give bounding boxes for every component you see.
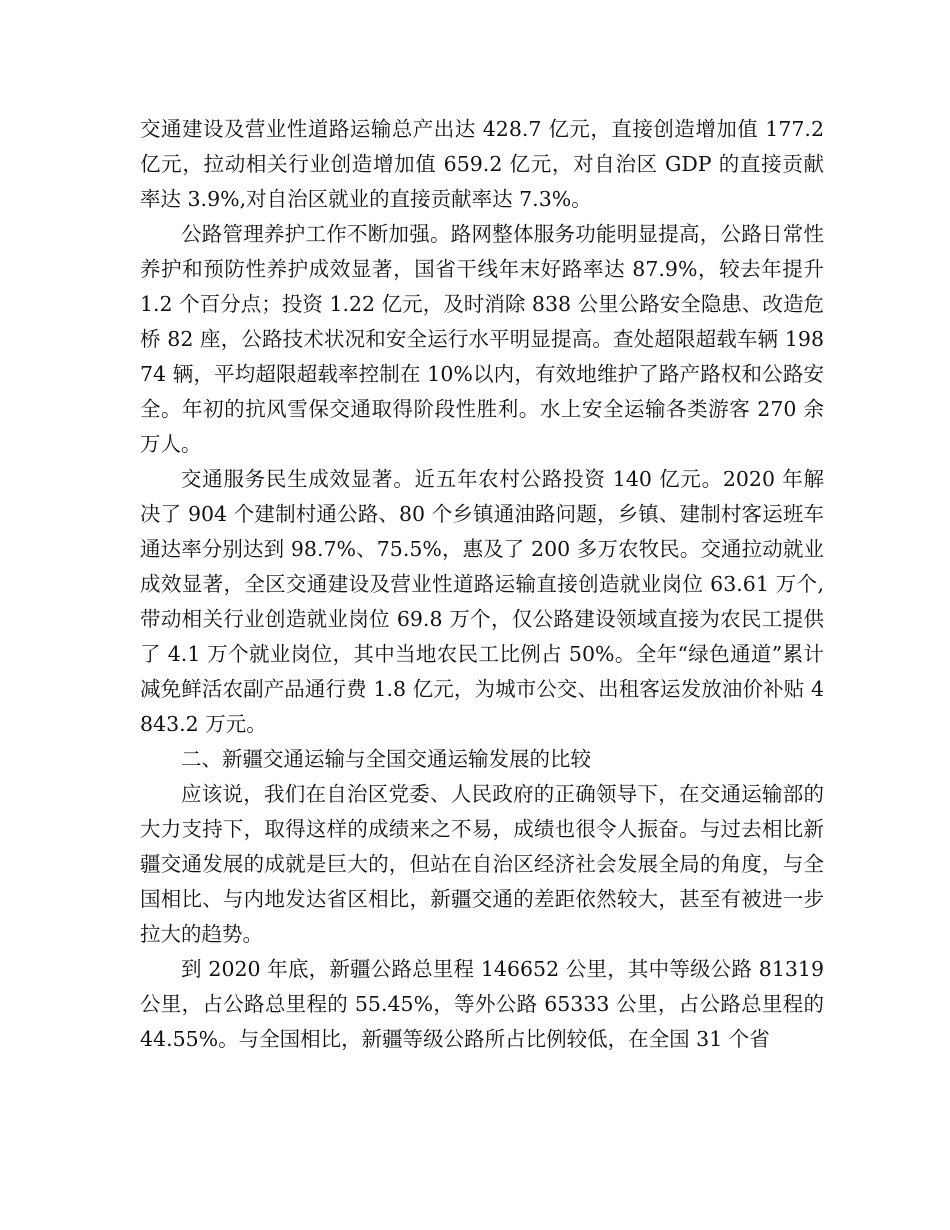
paragraph-achievements-gap: 应该说，我们在自治区党委、人民政府的正确领导下，在交通运输部的大力支持下，取得这样的成绩来之不易，成绩也很令人振奋。与过去相比新疆交通发展的成就是巨大的，但站在自治区经济社会发展全局的角度，与全国相比、与内地发达省区相比，新疆交通的差距依然较大，甚至有被进一步拉大的趋势。: [140, 782, 824, 946]
paragraph-road-maintenance: 公路管理养护工作不断加强。路网整体服务功能明显提高，公路日常性养护和预防性养护成效显著，国省干线年末好路率达 87.9%，较去年提升 1.2 个百分点；投资 1.22 亿元，及时消除 838 公里公路安全隐患、改造危桥 82 座，公路技术状况和安全运行水平明显提高。查处超限超载车辆 19874 辆，平均超限超载率控制在 10%以内，有效地维护了路产路权和公路安全。年初的抗风雪保交通取得阶段性胜利。水上安全运输各类游客 270 余万人。: [140, 222, 824, 456]
paragraph-livelihood-services: 交通服务民生成效显著。近五年农村公路投资 140 亿元。2020 年解决了 904 个建制村通公路、80 个乡镇通油路问题，乡镇、建制村客运班车通达率分别达到 98.7%、75.5%，惠及了 200 多万农牧民。交通拉动就业成效显著，全区交通建设及营业性道路运输直接创造就业岗位 63.61 万个,带动相关行业创造就业岗位 69.8 万个，仅公路建设领域直接为农民工提供了 4.1 万个就业岗位，其中当地农民工比例占 50%。全年“绿色通道”累计减免鲜活农副产品通行费 1.8 亿元，为城市公交、出租客运发放油价补贴 4843.2 万元。: [140, 467, 824, 736]
document-page: [140, 112, 824, 1057]
section-heading-comparison: 二、新疆交通运输与全国交通运输发展的比较: [181, 747, 591, 771]
paragraph-road-mileage: 到 2020 年底，新疆公路总里程 146652 公里，其中等级公路 81319 公里，占公路总里程的 55.45%，等外公路 65333 公里，占公路总里程的 44.55%。与全国相比，新疆等级公路所占比例较低，在全国 31 个省: [140, 957, 824, 1051]
paragraph-transport-output: 交通建设及营业性道路运输总产出达 428.7 亿元，直接创造增加值 177.2 亿元，拉动相关行业创造增加值 659.2 亿元，对自治区 GDP 的直接贡献率达 3.9%,对自治区就业的直接贡献率达 7.3%。: [140, 117, 824, 211]
